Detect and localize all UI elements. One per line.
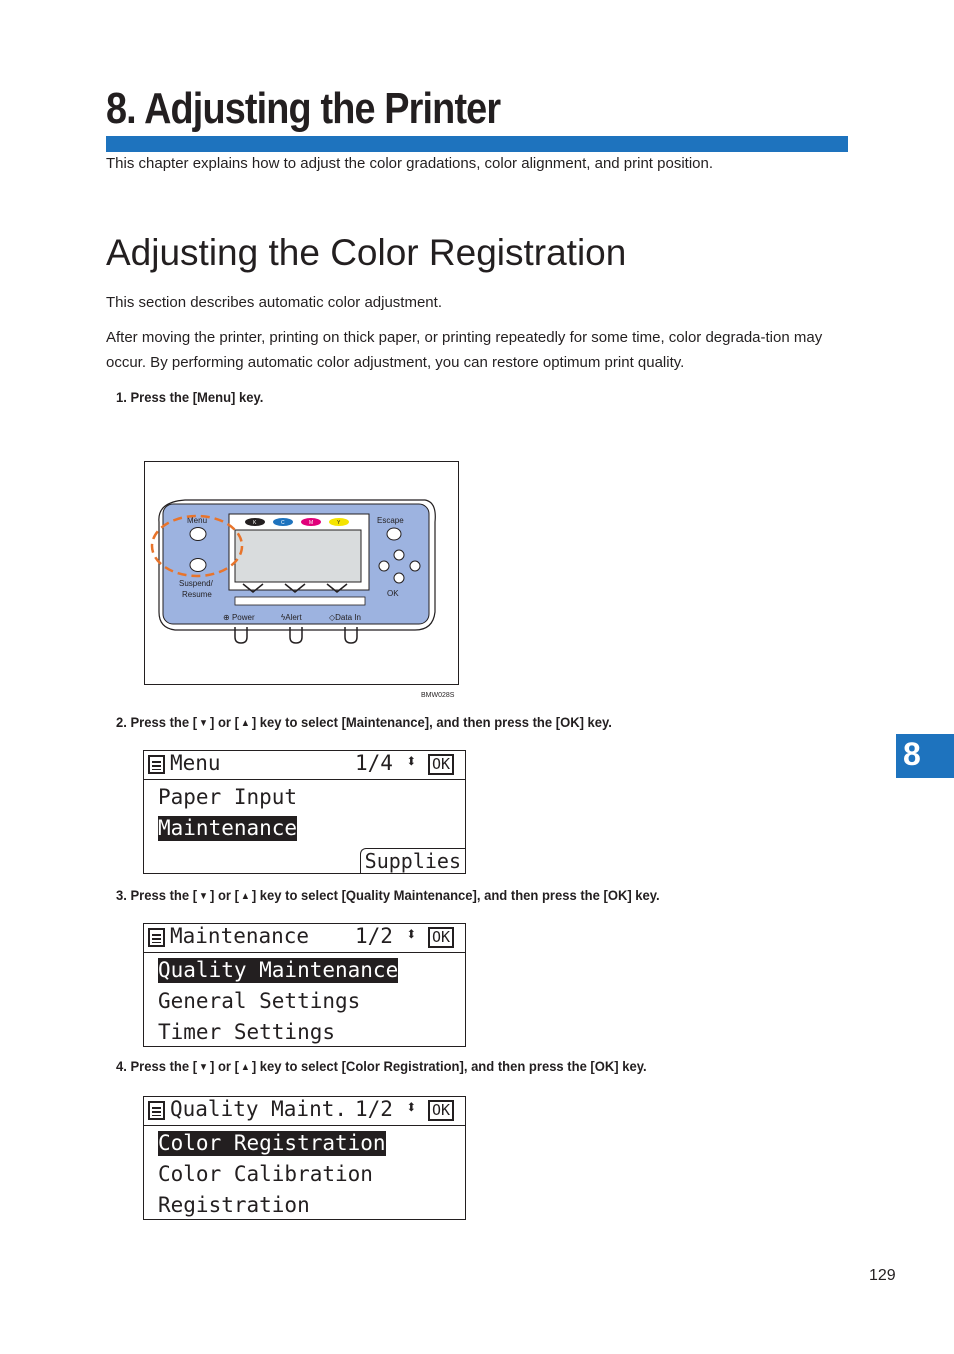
figure-code: BMW028S bbox=[421, 692, 455, 699]
lcd-menu-item-selected: Quality Maintenance bbox=[158, 958, 399, 982]
lcd-menu-screen bbox=[143, 750, 466, 874]
menu-key-button bbox=[190, 528, 206, 541]
section-title: Adjusting the Color Registration bbox=[106, 232, 627, 273]
step-1: 1. Press the [Menu] key. bbox=[116, 389, 264, 405]
lcd-ok-label: OK bbox=[428, 754, 454, 775]
step-2: 2. Press the [ ▼ ] or [ ▲ ] key to select [Maintenance], and then press the [OK] key. bbox=[116, 714, 612, 730]
menu-list-icon bbox=[148, 928, 165, 947]
lcd-menu-item: Paper Input bbox=[158, 785, 298, 809]
alert-label: ϟAlert bbox=[281, 613, 302, 622]
down-arrow-icon: ▼ bbox=[198, 891, 209, 902]
chapter-tab-number: 8 bbox=[903, 736, 921, 772]
control-panel-illustration bbox=[145, 462, 458, 684]
lcd-menu-item: General Settings bbox=[158, 989, 361, 1013]
page-number: 129 bbox=[869, 1267, 896, 1284]
menu-key-label: Menu bbox=[187, 516, 208, 525]
suspend-label: Suspend/ bbox=[179, 579, 213, 588]
up-down-arrows-icon: ⬍ bbox=[406, 924, 417, 945]
lcd-menu-item: Registration bbox=[158, 1193, 310, 1217]
toner-m-label: M bbox=[309, 520, 314, 526]
lcd-softkey-supplies: Supplies bbox=[360, 848, 465, 873]
up-arrow-icon: ▲ bbox=[240, 1062, 250, 1073]
right-key bbox=[410, 561, 420, 571]
step-3: 3. Press the [ ▼ ] or [ ▲ ] key to select [Quality Maintenance], and then press the [OK] key. bbox=[116, 887, 660, 903]
section-intro: This section describes automatic color adjustment. bbox=[106, 294, 442, 311]
lcd-page-indicator: 1/4 bbox=[355, 751, 393, 775]
lcd-header bbox=[144, 924, 465, 953]
chapter-title: 8. Adjusting the Printer bbox=[106, 84, 501, 133]
lcd-ok-label: OK bbox=[428, 1100, 454, 1121]
lcd-quality-maint-screen bbox=[143, 1096, 466, 1220]
escape-key-button bbox=[387, 528, 401, 540]
panel-display bbox=[235, 530, 361, 582]
up-arrow-icon: ▲ bbox=[240, 891, 250, 902]
lcd-title: Menu bbox=[170, 751, 221, 775]
lcd-menu-item: Timer Settings bbox=[158, 1020, 336, 1044]
data-in-label: ◇Data In bbox=[329, 613, 361, 622]
suspend-resume-button bbox=[190, 559, 206, 572]
up-down-arrows-icon: ⬍ bbox=[406, 1097, 417, 1118]
power-label: ⊕ Power bbox=[223, 613, 255, 622]
up-down-arrows-icon: ⬍ bbox=[406, 751, 417, 772]
lcd-title: Maintenance bbox=[170, 924, 310, 948]
escape-key-label: Escape bbox=[377, 516, 404, 525]
lcd-menu-item: Color Calibration bbox=[158, 1162, 373, 1186]
ok-key-label: OK bbox=[387, 589, 399, 598]
left-key bbox=[379, 561, 389, 571]
up-arrow-icon: ▲ bbox=[240, 718, 250, 729]
lcd-title: Quality Maint. bbox=[170, 1097, 348, 1121]
menu-list-icon bbox=[148, 755, 165, 774]
toner-k-label: K bbox=[253, 520, 257, 526]
toner-y-label: Y bbox=[337, 520, 341, 526]
lcd-maintenance-screen bbox=[143, 923, 466, 1047]
down-arrow-icon: ▼ bbox=[198, 718, 209, 729]
resume-label: Resume bbox=[182, 590, 212, 599]
lcd-page-indicator: 1/2 bbox=[355, 924, 393, 948]
down-arrow-icon: ▼ bbox=[198, 1062, 209, 1073]
lcd-header bbox=[144, 1097, 465, 1126]
down-key bbox=[394, 573, 404, 583]
lcd-page-indicator: 1/2 bbox=[355, 1097, 393, 1121]
lcd-ok-label: OK bbox=[428, 927, 454, 948]
step-4: 4. Press the [ ▼ ] or [ ▲ ] key to select [Color Registration], and then press the [OK] key. bbox=[116, 1058, 647, 1074]
chapter-tab bbox=[896, 734, 954, 778]
lcd-menu-item-selected: Color Registration bbox=[158, 1131, 386, 1155]
control-panel-figure bbox=[144, 461, 459, 685]
lcd-header bbox=[144, 751, 465, 780]
chapter-title-bar bbox=[106, 136, 848, 152]
section-paragraph: After moving the printer, printing on thick paper, or printing repeatedly for some time, color degrada-tion may occur. By performing automatic color adjustment, you can restore optimum print quality. bbox=[106, 329, 823, 371]
lcd-menu-item-selected: Maintenance bbox=[158, 816, 298, 840]
chapter-intro: This chapter explains how to adjust the color gradations, color alignment, and print position. bbox=[106, 155, 714, 172]
menu-list-icon bbox=[148, 1101, 165, 1120]
toner-c-label: C bbox=[281, 520, 285, 526]
up-key bbox=[394, 550, 404, 560]
